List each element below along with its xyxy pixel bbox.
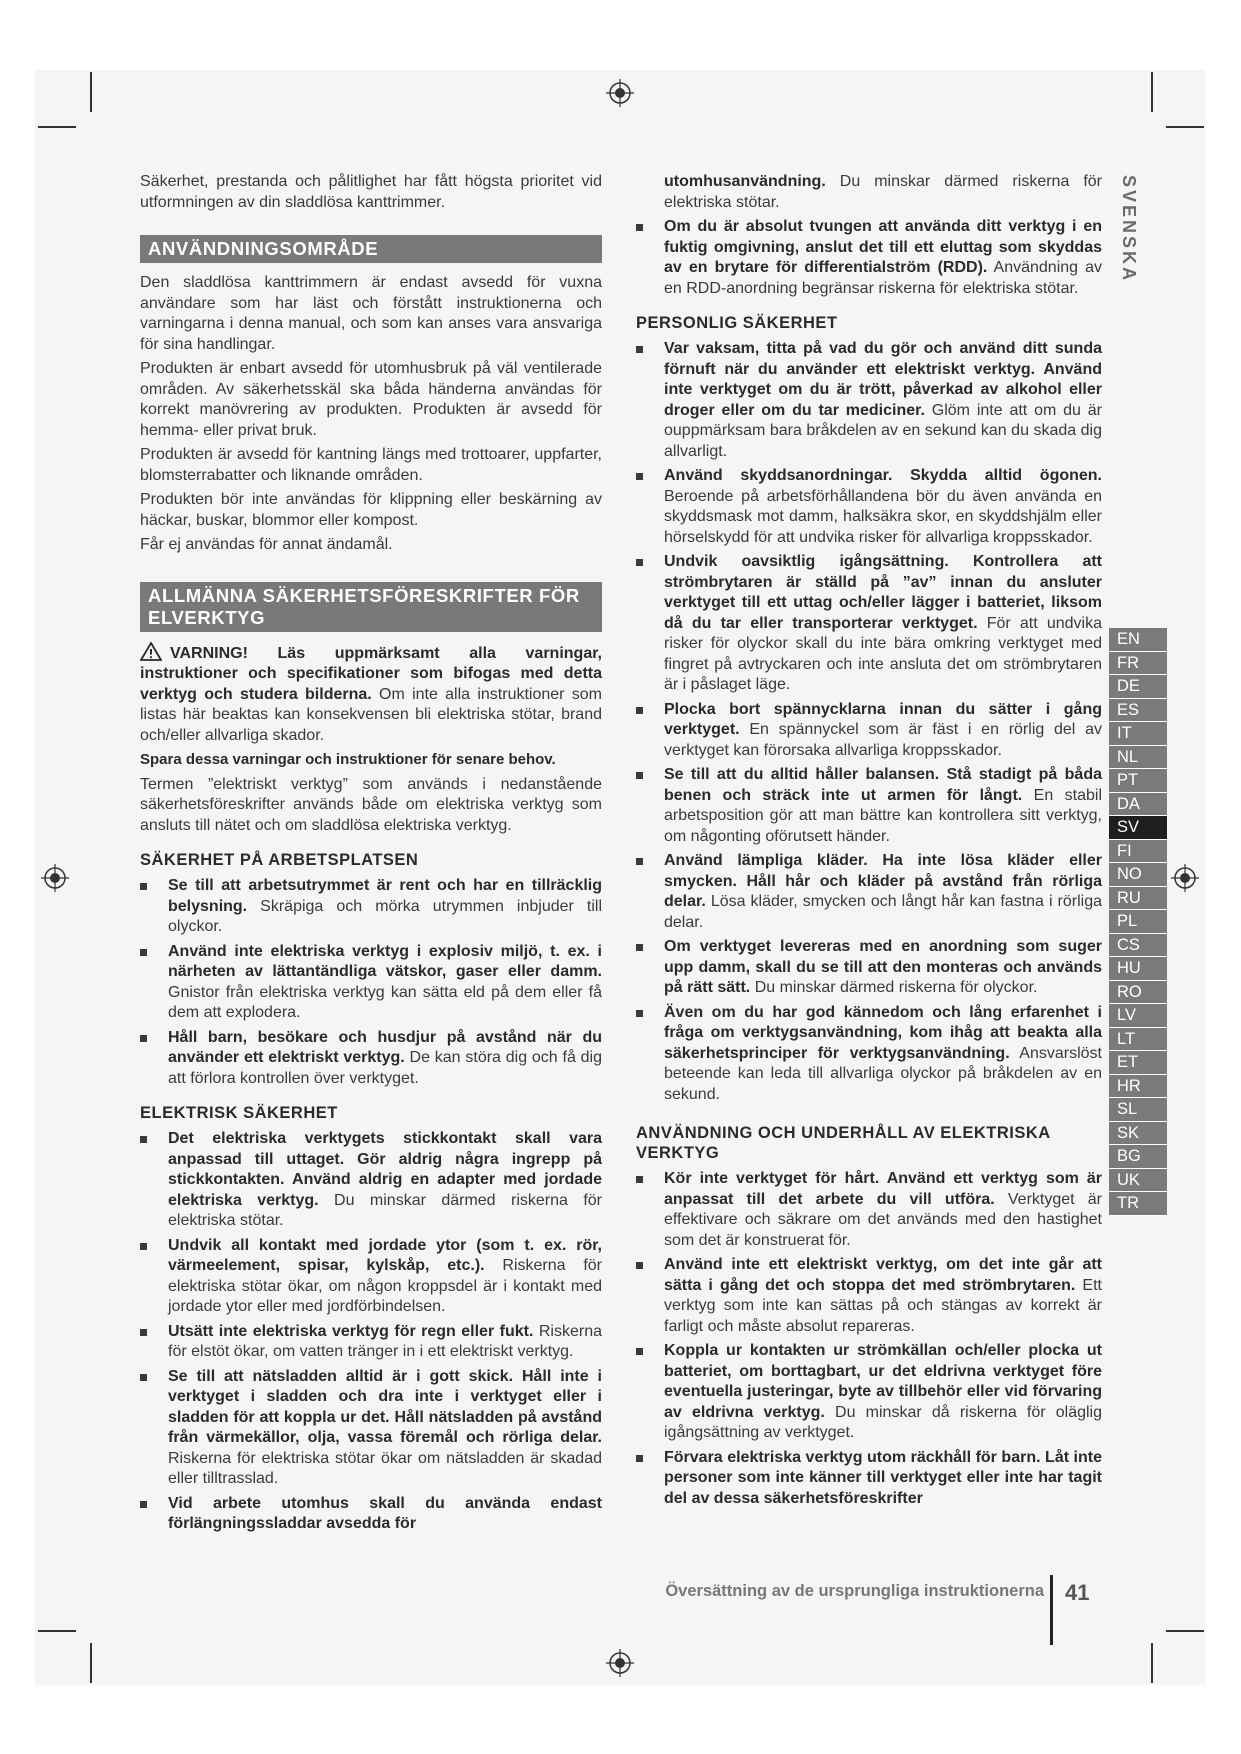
language-tab-hu[interactable]: HU — [1109, 957, 1167, 981]
paragraph: Produkten bör inte användas för klippning eller beskärning av häckar, buskar, blommor eller kompost. — [140, 491, 602, 529]
language-tab-lv[interactable]: LV — [1109, 1004, 1167, 1028]
language-tab-sl[interactable]: SL — [1109, 1098, 1167, 1122]
list-item: Se till att nätsladden alltid är i gott skick. Håll inte i verktyget i sladden och dra inte i verktyget eller i sladden för att koppla ur det. Håll nätsladden på avstånd från värmekällor, olja, vassa föremål och rörliga delar. Riskerna för elektriska stötar ökar om nätsladden är skadad eller tilltrasslad. — [140, 1367, 602, 1490]
list-item: Se till att arbetsutrymmet är rent och har en tillräcklig belysning. Skräpiga och mörka utrymmen inbjuder till olyckor. — [140, 876, 602, 938]
language-tab-nl[interactable]: NL — [1109, 746, 1167, 770]
language-tab-fr[interactable]: FR — [1109, 652, 1167, 676]
crop-mark — [1166, 126, 1204, 128]
list-item: Undvik all kontakt med jordade ytor (som t. ex. rör, värmeelement, spisar, kylskåp, etc.). Riskerna för elektriska stötar ökar, om någon kroppsdel är i kontakt med jordade ytor eller med jordförbindelsen. — [140, 1236, 602, 1318]
language-side-title: SVENSKA — [1119, 175, 1139, 284]
list-item: Förvara elektriska verktyg utom räckhåll för barn. Låt inte personer som inte känner till verktyget eller inte har tagit del av dessa säkerhetsföreskrifter — [636, 1448, 1102, 1510]
list-item: Använd skyddsanordningar. Skydda alltid ögonen. Beroende på arbetsförhållandena bör du även använda en skyddsmask mot damm, halksäkra skor, en skyddshjälm eller hörselskydd för att undvika risker för allvarliga kroppsskador. — [636, 466, 1102, 548]
crop-mark — [1151, 72, 1153, 112]
list-item: Använd inte elektriska verktyg i explosiv miljö, t. ex. i närheten av lättantändliga vätskor, gaser eller damm. Gnistor från elektriska verktyg kan sätta eld på dem eller få dem att explodera. — [140, 942, 602, 1024]
continued-paragraph: utomhusanvändning. Du minskar därmed riskerna för elektriska stötar. — [664, 173, 1102, 211]
electrical-safety-list — [140, 1129, 602, 1535]
language-tab-uk[interactable]: UK — [1109, 1169, 1167, 1193]
list-item: Plocka bort spännycklarna innan du sätter i gång verktyget. En spännyckel som är fäst i en rörlig del av verktyget kan förorsaka allvarliga kroppsskador. — [636, 700, 1102, 762]
language-tab-bg[interactable]: BG — [1109, 1145, 1167, 1169]
language-tab-it[interactable]: IT — [1109, 722, 1167, 746]
registration-mark-icon — [605, 1648, 635, 1678]
section-title-usage-area: ANVÄNDNINGSOMRÅDE — [140, 235, 602, 263]
language-tab-lt[interactable]: LT — [1109, 1028, 1167, 1052]
subheading-tool-use-maintenance: ANVÄNDNING OCH UNDERHÅLL AV ELEKTRISKA VERKTYG — [636, 1124, 1051, 1162]
list-item: Var vaksam, titta på vad du gör och använd ditt sunda förnuft när du använder ett elektriskt verktyg. Använd inte verktyget om du är trött, påverkad av alkohol eller droger eller om du tar mediciner. Glöm inte att om du är ouppmärksam bara bråkdelen av en sekund kan du skada dig allvarligt. — [636, 339, 1102, 462]
subheading-workplace-safety: SÄKERHET PÅ ARBETSPLATSEN — [140, 851, 419, 869]
paragraph: Den sladdlösa kanttrimmern är endast avsedd för vuxna användare som har läst och förstått instruktionerna och varningarna i denna manual, och som kan anses vara ansvariga för sina handlingar. — [140, 274, 602, 353]
warning-normal-text: Om inte alla instruktioner som listas här beaktas kan konsekvensen bli elektriska stötar, brand och/eller allvarliga skador. — [140, 685, 603, 744]
language-tab-ro[interactable]: RO — [1109, 981, 1167, 1005]
list-item: Kör inte verktyget för hårt. Använd ett verktyg som är anpassat till det arbete du vill utföra. Verktyget är effektivare och säkrare om det används med den hastighet som det är konstruerat för. — [636, 1169, 1102, 1251]
warning-triangle-icon — [140, 642, 162, 661]
language-tab-tr[interactable]: TR — [1109, 1192, 1167, 1216]
list-item: Undvik oavsiktlig igångsättning. Kontrollera att strömbrytaren är ställd på ”av” innan du ansluter verktyget till ett uttag och/eller lägger i batteriet, liksom då du tar eller transporterar verktyget. För att undvika risker för olyckor skall du inte bära omkring verktyget med fingret på avtryckaren och inte ansluta det om strömbrytaren är i påslaget läge. — [636, 552, 1102, 696]
list-item: Om verktyget levereras med en anordning som suger upp damm, skall du se till att den monteras och används på rätt sätt. Du minskar därmed riskerna för olyckor. — [636, 937, 1102, 999]
list-item: Även om du har god kännedom och lång erfarenhet i fråga om verktygsanvändning, kom ihåg att beakta alla säkerhetsprinciper för verktygsanvändning. Ansvarslöst beteende kan leda till allvarliga olyckor på bråkdelen av en sekund. — [636, 1003, 1102, 1106]
continued-list — [636, 217, 1102, 299]
list-item: Vid arbete utomhus skall du använda endast förlängningssladdar avsedda för — [140, 1494, 602, 1535]
subheading-personal-safety: PERSONLIG SÄKERHET — [636, 314, 838, 332]
language-tabs — [1109, 628, 1167, 1216]
language-tab-ru[interactable]: RU — [1109, 887, 1167, 911]
right-column — [636, 172, 1102, 1513]
paragraph: Får ej användas för annat ändamål. — [140, 536, 393, 553]
left-column — [140, 172, 602, 1539]
registration-mark-icon — [605, 78, 635, 108]
list-item: Utsätt inte elektriska verktyg för regn eller fukt. Riskerna för elstöt ökar, om vatten tränger in i ett elektriskt verktyg. — [140, 1322, 602, 1363]
language-tab-pl[interactable]: PL — [1109, 910, 1167, 934]
crop-mark — [90, 72, 92, 112]
language-tab-de[interactable]: DE — [1109, 675, 1167, 699]
save-note: Spara dessa varningar och instruktioner för senare behov. — [140, 751, 556, 768]
paragraph: Produkten är avsedd för kantning längs med trottoarer, uppfarter, blomsterrabatter och liknande områden. — [140, 446, 602, 484]
list-item: Om du är absolut tvungen att använda ditt verktyg i en fuktig omgivning, anslut det till ett eluttag som skyddas av en brytare för differentialström (RDD). Användning av en RDD-anordning begränsar riskerna för elektriska stötar. — [636, 217, 1102, 299]
crop-mark — [38, 126, 76, 128]
personal-safety-list — [636, 339, 1102, 1105]
language-tab-es[interactable]: ES — [1109, 699, 1167, 723]
workplace-safety-list — [140, 876, 602, 1089]
list-item: Använd lämpliga kläder. Ha inte lösa kläder eller smycken. Håll hår och kläder på avstånd från rörliga delar. Lösa kläder, smycken och långt hår kan fastna i rörliga delar. — [636, 851, 1102, 933]
language-tab-et[interactable]: ET — [1109, 1051, 1167, 1075]
warning-paragraph — [140, 642, 602, 747]
intro-paragraph: Säkerhet, prestanda och pålitlighet har fått högsta prioritet vid utformningen av din sladdlösa kanttrimmer. — [140, 173, 602, 211]
language-tab-en[interactable]: EN — [1109, 628, 1167, 652]
section-title-general-safety: ALLMÄNNA SÄKERHETSFÖRESKRIFTER FÖR ELVERKTYG — [140, 582, 602, 632]
language-tab-da[interactable]: DA — [1109, 793, 1167, 817]
list-item: Använd inte ett elektriskt verktyg, om det inte går att sätta i gång det och stoppa det med strömbrytaren. Ett verktyg som inte kan sättas på och stängas av korrekt är farligt och måste absolut repareras. — [636, 1255, 1102, 1337]
language-tab-hr[interactable]: HR — [1109, 1075, 1167, 1099]
subheading-electrical-safety: ELEKTRISK SÄKERHET — [140, 1104, 338, 1122]
language-tab-sk[interactable]: SK — [1109, 1122, 1167, 1146]
crop-mark — [38, 1630, 76, 1632]
list-item: Det elektriska verktygets stickkontakt skall vara anpassad till uttaget. Gör aldrig några ingrepp på stickkontakten. Använd aldrig en adapter med jordade elektriska verktyg. Du minskar därmed riskerna för elektriska stötar. — [140, 1129, 602, 1232]
language-tab-cs[interactable]: CS — [1109, 934, 1167, 958]
crop-mark — [1151, 1643, 1153, 1683]
paragraph: Produkten är enbart avsedd för utomhusbruk på väl ventilerade områden. Av säkerhetsskäl ska båda händerna användas för korrekt manövrering av produkten. Produkten är avsedd för hemma- eller privat bruk. — [140, 360, 602, 439]
list-item: Håll barn, besökare och husdjur på avstånd när du använder ett elektriskt verktyg. De kan störa dig och få dig att förlora kontrollen över verktyget. — [140, 1028, 602, 1090]
crop-mark — [90, 1643, 92, 1683]
language-tab-pt[interactable]: PT — [1109, 769, 1167, 793]
registration-mark-icon — [40, 863, 70, 893]
list-item: Koppla ur kontakten ur strömkällan och/eller plocka ut batteriet, om borttagbart, ur det eldrivna verktyget före eventuella justeringar, byte av tillbehör eller vid förvaring av eldrivna verktyg. Du minskar då riskerna för oläglig igångsättning av verktyget. — [636, 1341, 1102, 1444]
list-item: Se till att du alltid håller balansen. Stå stadigt på båda benen och sträck inte ut armen för långt. En stabil arbetsposition gör att man bättre kan kontrollera sitt verktyg, om någonting oförutsett händer. — [636, 765, 1102, 847]
language-tab-no[interactable]: NO — [1109, 863, 1167, 887]
page-number: 41 — [1065, 1580, 1090, 1605]
footer-divider — [1050, 1575, 1053, 1645]
tool-use-list — [636, 1169, 1102, 1509]
term-paragraph: Termen ”elektriskt verktyg” som används i nedanstående säkerhetsföreskrifter används både om elektriska verktyg som ansluts till nätet och om sladdlösa elektriska verktyg. — [140, 775, 602, 834]
crop-mark — [1166, 1630, 1204, 1632]
warning-bold-text: VARNING! Läs uppmärksamt alla varningar, instruktioner och specifikationer som bifogas med detta verktyg och studera bilderna. — [140, 644, 602, 703]
footer-translation-note: Översättning av de ursprungliga instruktionerna — [665, 1582, 1044, 1600]
language-tab-sv[interactable]: SV — [1109, 816, 1167, 840]
registration-mark-icon — [1170, 863, 1200, 893]
language-tab-fi[interactable]: FI — [1109, 840, 1167, 864]
